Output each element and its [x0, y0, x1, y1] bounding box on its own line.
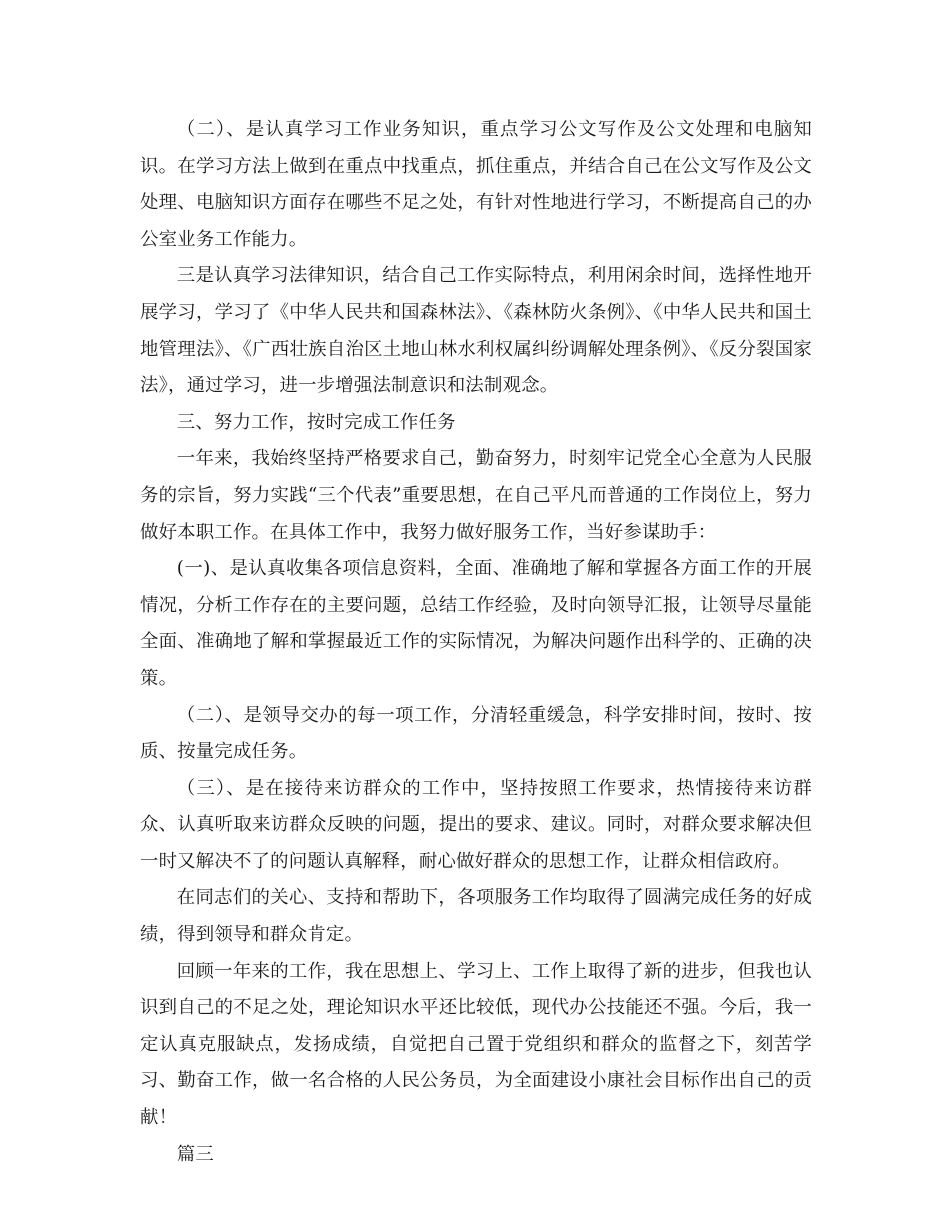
paragraph-achievements: 在同志们的关心、支持和帮助下，各项服务工作均取得了圆满完成任务的好成绩，得到领导和群众肯定。	[140, 887, 812, 946]
paragraph-collect-info: (一)、是认真收集各项信息资料，全面、准确地了解和掌握各方面工作的开展情况，分析工作存在的主要问题，总结工作经验，及时向领导汇报，让领导尽量能全面、准确地了解和掌握最近工作的实际情况，为解决问题作出科学的、正确的决策。	[140, 558, 812, 689]
paragraph-study-law: 三是认真学习法律知识，结合自己工作实际特点，利用闲余时间，选择性地开展学习，学习了《中华人民共和国森林法》、《森林防火条例》、《中华人民共和国土地管理法》、《广西壮族自治区土地山林水利权属纠纷调解处理条例》、《反分裂国家法》，通过学习，进一步增强法制意识和法制观念。	[140, 265, 812, 397]
document-page	[140, 112, 812, 1173]
paragraph-year-review: 一年来，我始终坚持严格要求自己，勤奋努力，时刻牢记党全心全意为人民服务的宗旨，努力实践“三个代表”重要思想，在自己平凡而普通的工作岗位上，努力做好本职工作。在具体工作中，我努力做好服务工作，当好参谋助手：	[140, 448, 812, 543]
section-heading-work: 三、努力工作，按时完成工作任务	[176, 411, 456, 433]
paragraph-study-business: （二）、是认真学习工作业务知识，重点学习公文写作及公文处理和电脑知识。在学习方法上做到在重点中找重点，抓住重点，并结合自己在公文写作及公文处理、电脑知识方面存在哪些不足之处，有针对性地进行学习，不断提高自己的办公室业务工作能力。	[140, 119, 812, 250]
section-label-part-three: 篇三	[176, 1143, 214, 1165]
paragraph-receive-visitors: （三）、是在接待来访群众的工作中，坚持按照工作要求，热情接待来访群众、认真听取来访群众反映的问题，提出的要求、建议。同时，对群众要求解决但一时又解决不了的问题认真解释，耐心做好群众的思想工作，让群众相信政府。	[140, 777, 812, 872]
paragraph-conclusion: 回顾一年来的工作，我在思想上、学习上、工作上取得了新的进步，但我也认识到自己的不足之处，理论知识水平还比较低，现代办公技能还不强。今后，我一定认真克服缺点，发扬成绩，自觉把自己置于党组织和群众的监督之下，刻苦学习、勤奋工作，做一名合格的人民公务员，为全面建设小康社会目标作出自己的贡献！	[140, 960, 812, 1129]
paragraph-leader-tasks: （二）、是领导交办的每一项工作，分清轻重缓急，科学安排时间，按时、按质、按量完成任务。	[140, 704, 812, 763]
